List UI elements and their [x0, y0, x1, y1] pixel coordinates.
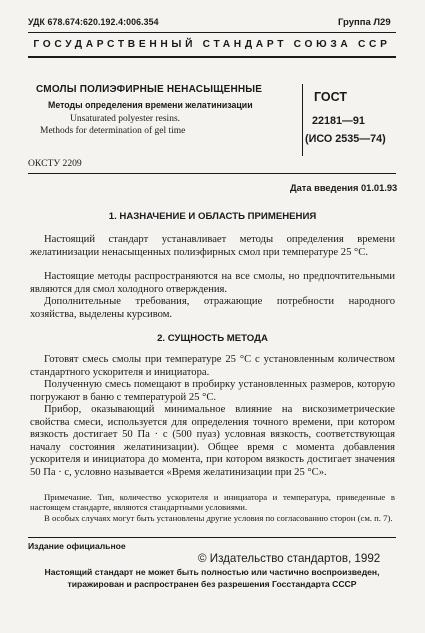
section2-paragraph-1: Готовят смесь смолы при температуре 25 °С с установленным количеством стандартного ускорителя и инициатора.	[30, 354, 395, 378]
org-line: ГОСУДАРСТВЕННЫЙ СТАНДАРТ СОЮЗА ССР	[33, 39, 391, 50]
section2-paragraph-2: Полученную смесь помещают в пробирку установленных размеров, которую погружают в баню с температурой 25 °С.	[30, 379, 395, 403]
section2-paragraph-3: Прибор, оказывающий минимальное влияние на вискозиметрические свойства смеси, используется для определения точного времени, при котором вязкость достигает 50 Па · с (500 пуаз) условная вязкость, соответствующая началу состояния желатинизации). Общее время с момента добавления ускорителя и инициатора до момента, при котором вязкость достигает значения 50 Па · с, условно называется «Время желатинизации при 25 °С».	[30, 404, 395, 478]
section1-paragraph-1: Настоящий стандарт устанавливает методы определения времени желатинизации ненасыщенных полиэфирных смол при температуре 25 °С.	[30, 234, 395, 258]
section2-note: Примечание. Тип, количество ускорителя и инициатора и температура, приведенные в настоящем стандарте, являются стандартными условиями.	[30, 492, 395, 513]
official-edition: Издание официальное	[28, 541, 126, 551]
copyright: © Издательство стандартов, 1992	[198, 552, 381, 565]
top-rule	[28, 32, 396, 33]
org-rule	[28, 56, 396, 58]
gost-number: 22181—91	[312, 115, 365, 127]
subtitle-ru: Методы определения времени желатинизации	[48, 100, 253, 110]
section1-paragraph-3: Дополнительные требования, отражающие потребности народного хозяйства, выделены курсивом.	[30, 296, 395, 320]
footer-rule	[28, 537, 396, 538]
section2-heading: 2. СУЩНОСТЬ МЕТОДА	[157, 333, 268, 344]
gost-divider	[302, 84, 303, 156]
group-code: Группа Л29	[338, 17, 391, 28]
title-en-1: Unsaturated polyester resins.	[70, 114, 181, 124]
okstu-code: ОКСТУ 2209	[28, 158, 82, 169]
okstu-rule	[28, 173, 396, 174]
udk-code: УДК 678.674:620.192.4:006.354	[28, 17, 159, 27]
section2-note-continued: В особых случаях могут быть установлены другие условия по согласованию сторон (см. п. 7).	[44, 513, 393, 523]
iso-number: (ИСО 2535—74)	[305, 133, 386, 145]
gost-label: ГОСТ	[314, 90, 347, 104]
section1-heading: 1. НАЗНАЧЕНИЕ И ОБЛАСТЬ ПРИМЕНЕНИЯ	[108, 211, 317, 222]
intro-date: Дата введения 01.01.93	[290, 183, 398, 193]
section1-paragraph-2: Настоящие методы распространяются на все смолы, но предпочтительными являются для смол холодного отверждения.	[30, 271, 395, 295]
title-ru: СМОЛЫ ПОЛИЭФИРНЫЕ НЕНАСЫЩЕННЫЕ	[36, 84, 263, 95]
reproduction-notice: Настоящий стандарт не может быть полностью или частично воспроизведен, тиражирован и распространен без разрешения Госстандарта СССР	[44, 567, 380, 589]
title-en-2: Methods for determination of gel time	[40, 126, 186, 136]
